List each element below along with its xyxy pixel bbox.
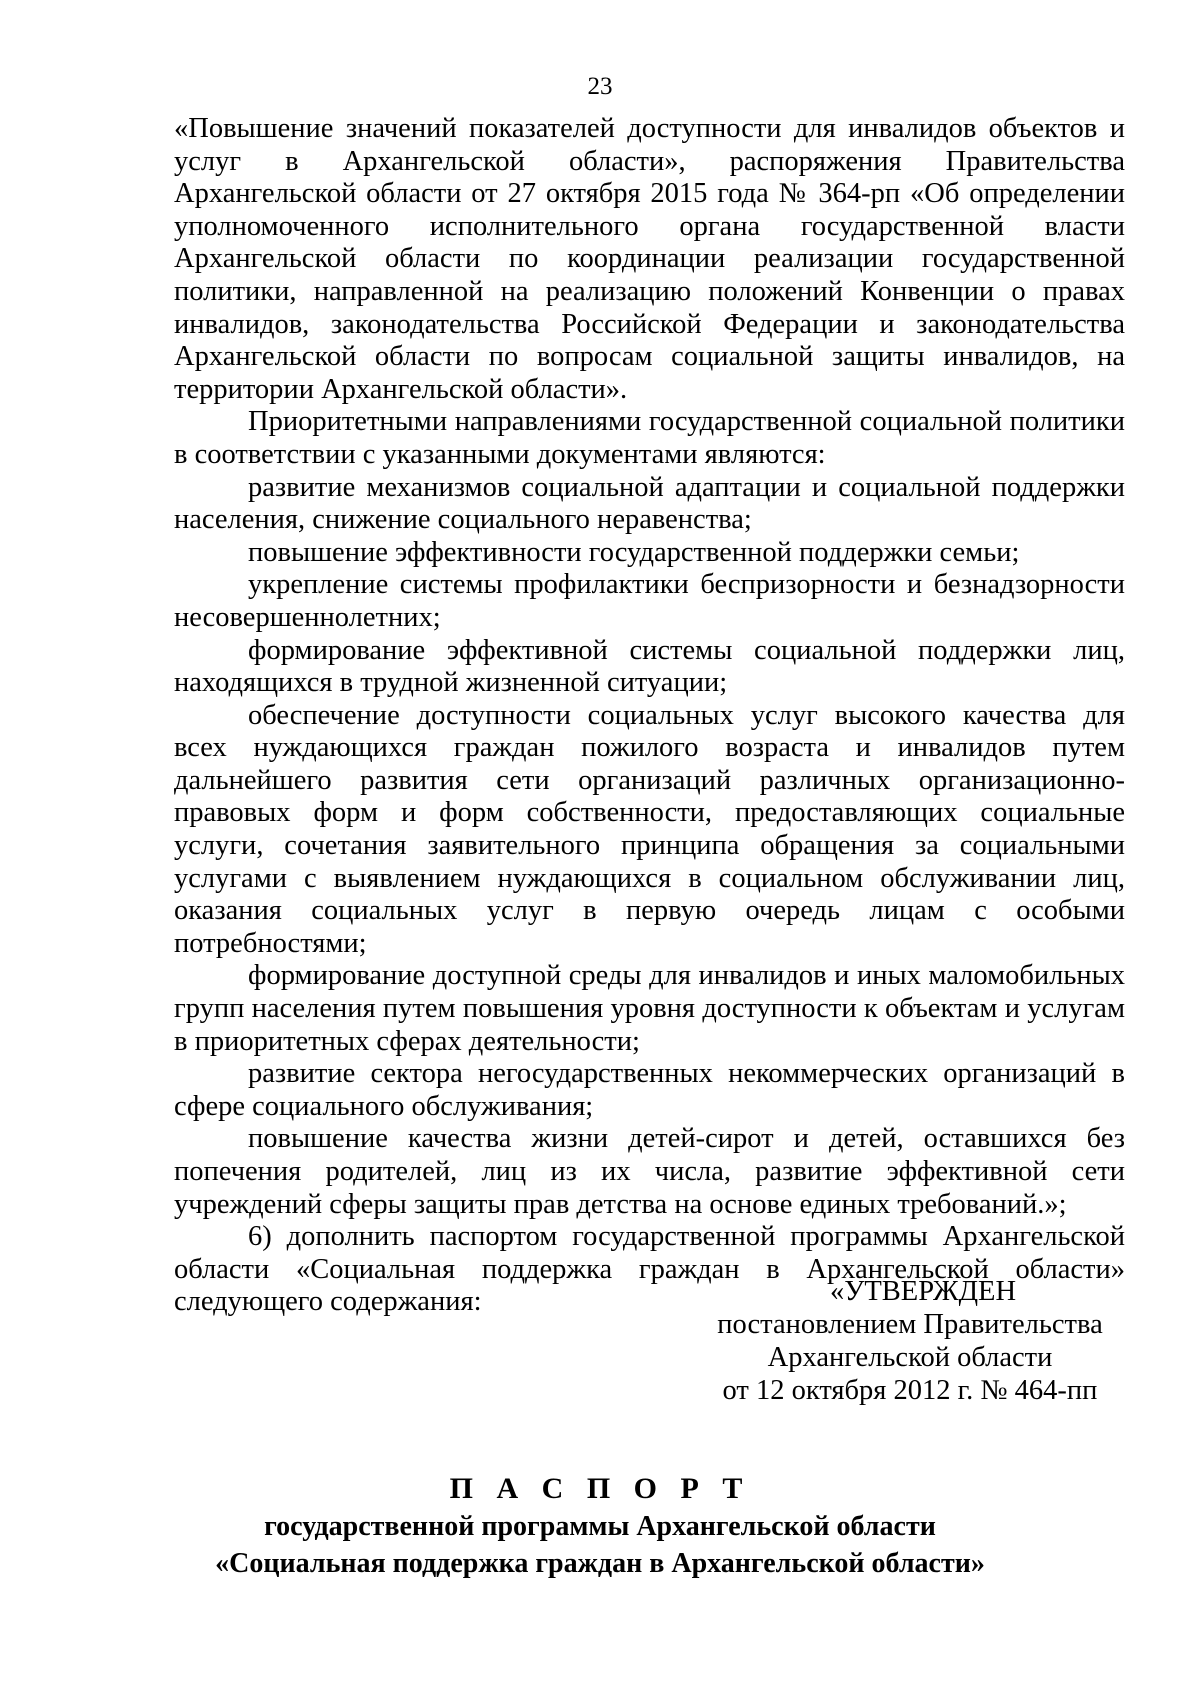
paragraph-item: повышение эффективности государственной поддержки семьи; [248, 536, 1020, 568]
paragraph-priorities-intro: Приоритетными направлениями государственной социальной политики в соответствии с указанными документами являются: [174, 406, 1125, 470]
paragraph-item: развитие сектора негосударственных некоммерческих организаций в сфере социального обслуживания; [174, 1058, 1125, 1122]
passport-subtitle-line2: «Социальная поддержка граждан в Архангельской области» [215, 1548, 985, 1579]
paragraph-item: формирование эффективной системы социальной поддержки лиц, находящихся в трудной жизненной ситуации; [174, 634, 1125, 699]
paragraph-amendment: 6) дополнить паспортом государственной программы Архангельской области «Социальная поддержка граждан в Архангельской области» следующего содержания: [174, 1221, 1125, 1318]
document-body [174, 113, 1125, 1319]
paragraph-item: повышение качества жизни детей-сирот и детей, оставшихся без попечения родителей, лиц из их числа, развитие эффективной сети учреждений сферы защиты прав детства на основе единых требований.»; [174, 1123, 1125, 1220]
page-number: 23 [587, 73, 613, 100]
paragraph-item: обеспечение доступности социальных услуг высокого качества для всех нуждающихся граждан пожилого возраста и инвалидов путем дальнейшего развития сети организаций различных организационно-правовых форм и форм собственности, предоставляющих социальные услуги, сочетания заявительного принципа обращения за социальными услугами с выявлением нуждающихся в социальном обслуживании лиц, оказания социальных услуг в первую очередь лицам с особыми потребностями; [174, 699, 1125, 959]
approval-line-region: Архангельской области [767, 1342, 1053, 1373]
approval-block [680, 1275, 1140, 1407]
paragraph-item: развитие механизмов социальной адаптации и социальной поддержки населения, снижение социального неравенства; [174, 471, 1125, 536]
approval-line-approved: «УТВЕРЖДЕН [829, 1276, 1017, 1307]
paragraph-item: укрепление системы профилактики беспризорности и безнадзорности несовершеннолетних; [174, 569, 1125, 633]
passport-heading [0, 1470, 1200, 1582]
passport-subtitle-line1: государственной программы Архангельской области [264, 1511, 936, 1542]
paragraph-item: формирование доступной среды для инвалидов и иных маломобильных групп населения путем повышения уровня доступности к объектам и услугам в приоритетных сферах деятельности; [174, 960, 1125, 1057]
paragraph-continuation: «Повышение значений показателей доступности для инвалидов объектов и услуг в Архангельской области», распоряжения Правительства Архангельской области от 27 октября 2015 года № 364-рп «Об определении уполномоченного исполнительного органа государственной власти Архангельской области по координации реализации государственной политики, направленной на реализацию положений Конвенции о правах инвалидов, законодательства Российской Федерации и законодательства Архангельской области по вопросам социальной защиты инвалидов, на территории Архангельской области». [174, 113, 1125, 405]
passport-title: П А С П О Р Т [449, 1472, 751, 1505]
approval-line-date: от 12 октября 2012 г. № 464-пп [722, 1375, 1098, 1406]
approval-line-resolution: постановлением Правительства [717, 1309, 1103, 1340]
